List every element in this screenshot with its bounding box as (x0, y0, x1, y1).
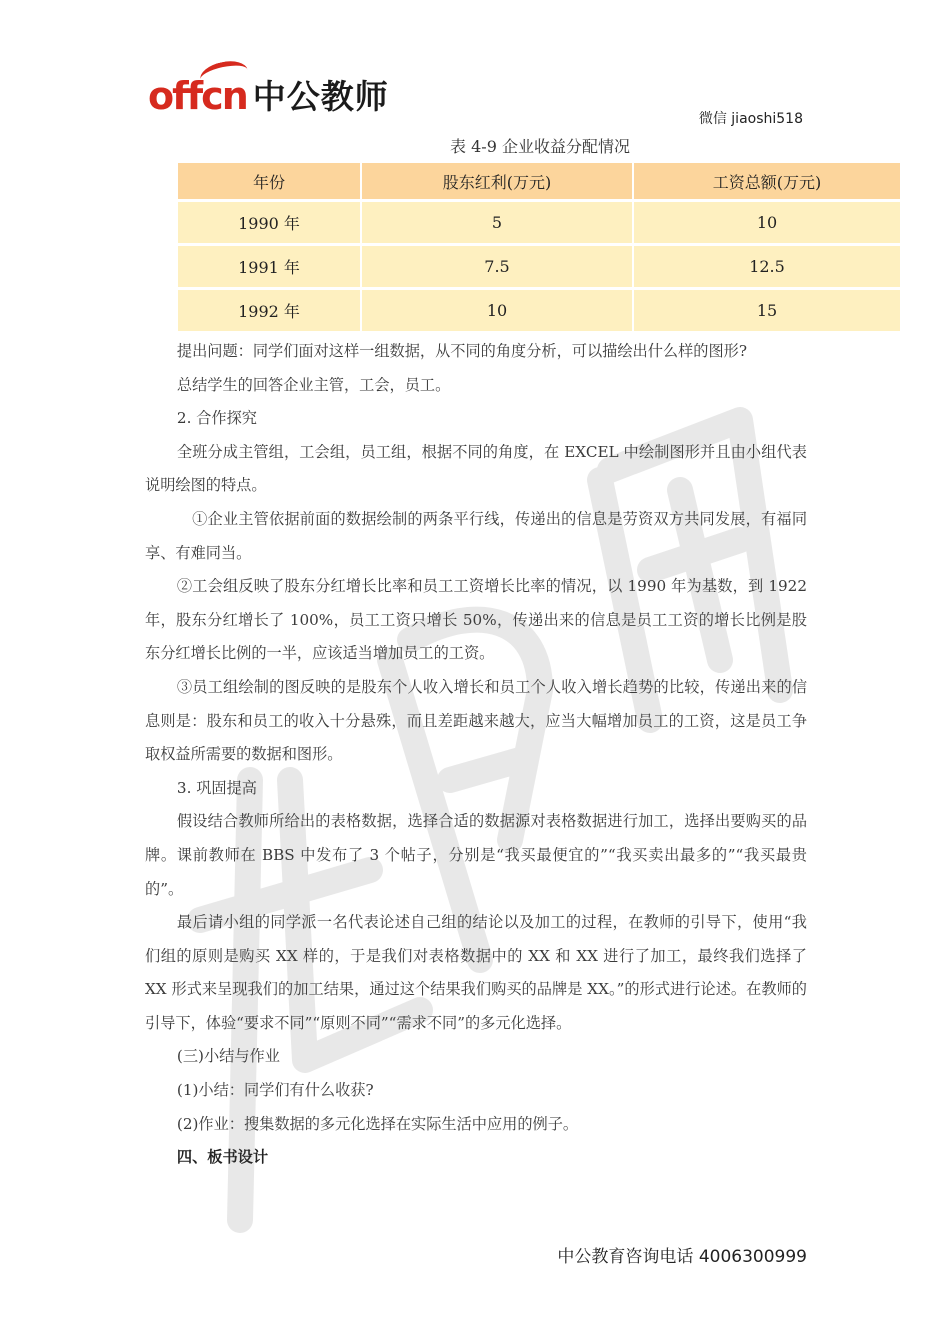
footer-contact: 中公教育咨询电话 4006300999 (557, 1247, 807, 1267)
heading-summary-homework: (三)小结与作业 (176, 1047, 280, 1066)
cell-year: 1990 年 (178, 202, 362, 243)
logo-chinese-text: 中公教师 (252, 76, 389, 116)
table-header-row (178, 163, 900, 199)
table-row (178, 290, 900, 331)
header-dividend: 股东红利(万元) (362, 163, 634, 199)
paragraph-group-division: 全班分成主管组，工会组，员工组，根据不同的角度，在 EXCEL 中绘制图形并且由小组代表说明绘图的特点。 (145, 442, 807, 495)
cell-wages: 10 (634, 202, 900, 243)
paragraph-homework-item: (2)作业：搜集数据的多元化选择在实际生活中应用的例子。 (176, 1114, 579, 1133)
table-caption: 表 4-9 企业收益分配情况 (450, 137, 630, 156)
cell-dividend: 7.5 (362, 246, 634, 287)
cell-dividend: 5 (362, 202, 634, 243)
heading-board-design: 四、板书设计 (176, 1148, 269, 1167)
wechat-id: 微信 jiaoshi518 (698, 111, 803, 127)
income-distribution-table (178, 160, 900, 334)
header-year: 年份 (178, 163, 362, 199)
body-text (145, 335, 807, 1175)
paragraph-question: 提出问题：同学们面对这样一组数据，从不同的角度分析，可以描绘出什么样的图形? (176, 342, 747, 360)
paragraph-summary-item: (1)小结：同学们有什么收获? (176, 1081, 374, 1100)
paragraph-employee-group: ③员工组绘制的图反映的是股东个人收入增长和员工个人收入增长趋势的比较，传递出来的信息则是：股东和员工的收入十分悬殊，而且差距越来越大，应当大幅增加员工的工资，这是员工争取权益所需要的数据和图形。 (145, 677, 807, 764)
paragraph-summary: 总结学生的回答企业主管，工会，员工。 (176, 375, 451, 394)
paragraph-union-group: ②工会组反映了股东分红增长比率和员工工资增长比率的情况，以 1990 年为基数，到 1922 年，股东分红增长了 100%，员工工资只增长 50%，传递出来的信息是员工工资的增长比例是股东分红增长比例的一半，应该适当增加员工的工资。 (145, 577, 807, 663)
header-wages: 工资总额(万元) (634, 163, 900, 199)
cell-year: 1991 年 (178, 246, 362, 287)
offcn-logo (148, 72, 389, 120)
paragraph-manager-group: ①企业主管依据前面的数据绘制的两条平行线，传递出的信息是劳资双方共同发展，有福同享、有难同当。 (145, 509, 807, 562)
cell-dividend: 10 (362, 290, 634, 331)
cell-wages: 12.5 (634, 246, 900, 287)
cell-wages: 15 (634, 290, 900, 331)
paragraph-presentation: 最后请小组的同学派一名代表论述自己组的结论以及加工的过程，在教师的引导下，使用“我们组的原则是购买 XX 样的，于是我们对表格数据中的 XX 和 XX 进行了加工，最终我们选择了 XX 形式来呈现我们的加工结果，通过这个结果我们购买的品牌是 XX。”的形式进行论述。在教师的引导下，体验“要求不同”“原则不同”“需求不同”的多元化选择。 (145, 913, 807, 1032)
logo-latin-text: offcn (148, 74, 247, 118)
cell-year: 1992 年 (178, 290, 362, 331)
paragraph-assumption: 假设结合教师所给出的表格数据，选择合适的数据源对表格数据进行加工，选择出要购买的品牌。课前教师在 BBS 中发布了 3 个帖子，分别是“我买最便宜的”“我买卖出最多的”“我买最贵的”。 (145, 812, 807, 898)
heading-cooperative-inquiry: 2. 合作探究 (176, 409, 257, 428)
table-row (178, 202, 900, 243)
heading-consolidation: 3. 巩固提高 (176, 778, 257, 797)
table-row (178, 246, 900, 287)
